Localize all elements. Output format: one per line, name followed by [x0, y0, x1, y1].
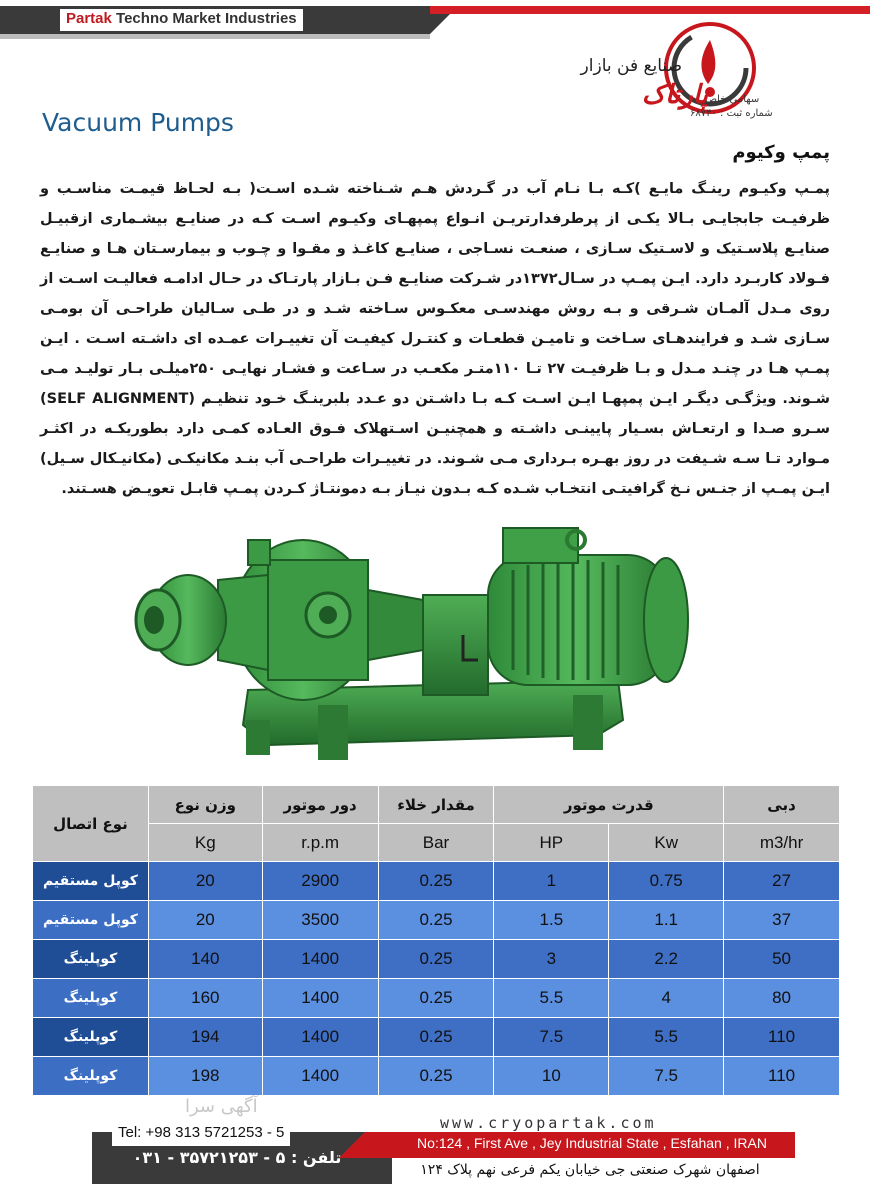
cell-flow: 80: [724, 979, 840, 1018]
cell-flow: 27: [724, 862, 840, 901]
cell-rpm: 1400: [262, 979, 378, 1018]
cell-hp: 3: [494, 940, 609, 979]
cell-flow: 50: [724, 940, 840, 979]
cell-weight: 160: [148, 979, 262, 1018]
cell-hp: 5.5: [494, 979, 609, 1018]
header-connection: نوع اتصال: [33, 786, 149, 862]
cell-kw: 5.5: [609, 1018, 724, 1057]
logo-registration-number: شماره ثبت : ۶۸۷۴۰: [690, 108, 773, 119]
table-row: [33, 1057, 840, 1096]
cell-flow: 110: [724, 1057, 840, 1096]
cell-kw: 2.2: [609, 940, 724, 979]
company-name-en: [60, 9, 303, 31]
cell-hp: 1.5: [494, 901, 609, 940]
table-row: [33, 901, 840, 940]
unit-rpm: r.p.m: [262, 824, 378, 862]
cell-vacuum: 0.25: [378, 1057, 494, 1096]
cell-weight: 194: [148, 1018, 262, 1057]
company-name-rest: Techno Market Industries: [111, 10, 297, 27]
cell-rpm: 1400: [262, 940, 378, 979]
table-units-row: [33, 824, 840, 862]
cell-connection: کوپلینگ: [33, 979, 149, 1018]
address-fa: اصفهان شهرک صنعتی جی خیابان یکم فرعی نهم پلاک ۱۲۴: [420, 1162, 760, 1178]
cell-rpm: 2900: [262, 862, 378, 901]
cell-kw: 4: [609, 979, 724, 1018]
cell-kw: 1.1: [609, 901, 724, 940]
phone-fa: تلفن : ۵ - ۳۵۷۲۱۲۵۳ - ۰۳۱: [132, 1148, 342, 1167]
vacuum-pump-image: [118, 520, 718, 770]
unit-hp: HP: [494, 824, 609, 862]
description-paragraph: پمـپ وکیـوم رینـگ مایـع )کـه بـا نـام آب در گـردش هـم شـناخته شـده اسـت( بـه لحـاظ قیمـت مناسـب و ظرفیـت جابجایـی بـالا یکـی از پرطرفدارتریـن انـواع پمپهـای وکیـوم اسـت کـه در صنایـع بیشـماری ازقبیـل صنایـع پلاسـتیک و لاسـتیک سـازی ، صنعـت نسـاجی ، صنایـع کاغـذ و مقـوا و چـوب و بیمارسـتان هـا و صنایـع فـولاد کاربـرد دارد. ایـن پمـپ در سـال۱۳۷۲در شـرکت صنایـع فـن بـازار پارتـاک در حـال ادامـه فعالیـت اسـت از روی مـدل آلمـان شـرقی و بـه روش مهندسـی معکـوس سـاخته شـد و در طـی سـالیان طراحـی آن بومـی سـازی شـد و فرایندهـای سـاخت و تامیـن قطعـات و کنتـرل کیفیـت آن تغییـرات عمـده ای داشـته اسـت . ایـن پمـپ هـا در چنـد مـدل و بـا ظرفیـت ۲۷ تـا ۱۱۰متـر مکعـب در سـاعت و فشـار نهایـی ۲۵۰میلـی بـار تولیـد مـی شـوند. ویژگـی دیگـر ایـن پمپهـا ایـن اسـت کـه بـا داشـتن دو عـدد بلبرینـگ خـود تنظیـم (SELF ALIGNMENT) سـرو صـدا و ارتعـاش بسـیار پایینـی داشـته و همچنیـن اسـتهلاک فـوق العـاده کمـی دارد بطوریکـه در اکثـر مـوارد تـا سـه شـیفت در روز بهـره بـرداری مـی شـوند. در تغییـرات طراحـی آب بنـد مکانیکـی (مکانیـکال سـیل) ایـن پمـپ از جنـس نـخ گرافیتـی انتخـاب شـده کـه بـدون نیـاز بـه دمونتـاژ کـردن پمـپ قابـل تعویـض هسـتند.: [40, 181, 831, 497]
header-vacuum: مقدار خلاء: [378, 786, 494, 824]
cell-hp: 7.5: [494, 1018, 609, 1057]
watermark: آگهی سرا: [185, 1096, 258, 1117]
cell-connection: کوپل مستقیم: [33, 901, 149, 940]
table-header-row: [33, 786, 840, 824]
cell-kw: 0.75: [609, 862, 724, 901]
header-rpm: دور موتور: [262, 786, 378, 824]
table-row: [33, 979, 840, 1018]
header-gray-stripe: [0, 34, 430, 39]
cell-weight: 20: [148, 901, 262, 940]
company-logo: [560, 18, 860, 128]
unit-kw: Kw: [609, 824, 724, 862]
header-red-stripe: [430, 6, 870, 14]
page-title-en: Vacuum Pumps: [42, 108, 234, 137]
cell-vacuum: 0.25: [378, 901, 494, 940]
cell-flow: 37: [724, 901, 840, 940]
cell-kw: 7.5: [609, 1057, 724, 1096]
unit-flow: m3/hr: [724, 824, 840, 862]
website-link[interactable]: www.cryopartak.com: [440, 1114, 657, 1132]
header-weight: وزن نوع: [148, 786, 262, 824]
unit-vacuum: Bar: [378, 824, 494, 862]
cell-weight: 140: [148, 940, 262, 979]
table-row: [33, 1018, 840, 1057]
cell-flow: 110: [724, 1018, 840, 1057]
page-title-fa: پمپ وکیوم: [732, 142, 830, 163]
cell-connection: کوپلینگ: [33, 1057, 149, 1096]
cell-vacuum: 0.25: [378, 979, 494, 1018]
cell-vacuum: 0.25: [378, 1018, 494, 1057]
unit-weight: Kg: [148, 824, 262, 862]
logo-company-type: سهامی خاص: [705, 94, 760, 105]
cell-hp: 1: [494, 862, 609, 901]
table-row: [33, 940, 840, 979]
cell-rpm: 1400: [262, 1018, 378, 1057]
cell-connection: کوپلینگ: [33, 1018, 149, 1057]
cell-vacuum: 0.25: [378, 862, 494, 901]
company-name-brand: Partak: [66, 10, 112, 27]
cell-connection: کوپل مستقیم: [33, 862, 149, 901]
cell-weight: 198: [148, 1057, 262, 1096]
specifications-table: [32, 785, 840, 1096]
cell-vacuum: 0.25: [378, 940, 494, 979]
cell-rpm: 1400: [262, 1057, 378, 1096]
table-row: [33, 862, 840, 901]
cell-connection: کوپلینگ: [33, 940, 149, 979]
cell-weight: 20: [148, 862, 262, 901]
address-en: No:124 , First Ave , Jey Industrial State , Esfahan , IRAN: [417, 1135, 767, 1151]
header-flow: دبی: [724, 786, 840, 824]
logo-text-brand: پارتاک: [641, 80, 708, 110]
cell-rpm: 3500: [262, 901, 378, 940]
cell-hp: 10: [494, 1057, 609, 1096]
logo-text-top: صنایع فن بازار: [580, 56, 682, 76]
header-power: قدرت موتور: [494, 786, 724, 824]
phone-en: Tel: +98 313 5721253 - 5: [112, 1124, 290, 1146]
